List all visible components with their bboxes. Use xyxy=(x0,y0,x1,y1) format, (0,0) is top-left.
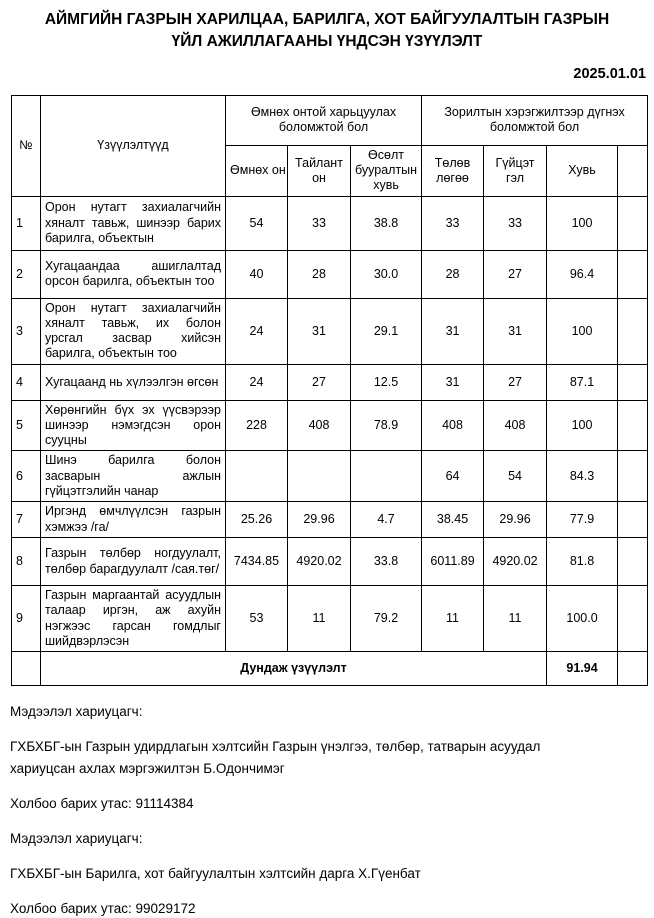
row-value: 4.7 xyxy=(351,502,422,538)
row-value: 27 xyxy=(288,364,351,400)
col-header-plan: Төлөв лөгөө xyxy=(422,145,484,196)
row-value: 33 xyxy=(484,196,547,250)
contact-notes xyxy=(0,703,625,918)
row-value: 54 xyxy=(484,451,547,502)
spare-cell xyxy=(618,298,648,364)
note-body: ГХБХБГ-ын Газрын удирдлагын хэлтсийн Газрын үнэлгээ, төлбөр, татварын асуудал хариуцсан ахлах мэргэжилтэн Б.Одончимэг xyxy=(10,738,541,776)
row-number: 7 xyxy=(12,502,41,538)
row-value: 4920.02 xyxy=(484,538,547,586)
row-value: 28 xyxy=(422,250,484,298)
row-label: Газрын төлбөр ногдуулалт, төлбөр барагдуулалт /сая.төг/ xyxy=(41,538,226,586)
row-value: 81.8 xyxy=(547,538,618,586)
empty-cell xyxy=(12,652,41,686)
row-value: 33 xyxy=(422,196,484,250)
row-value: 31 xyxy=(422,298,484,364)
row-value: 29.1 xyxy=(351,298,422,364)
row-value: 100 xyxy=(547,196,618,250)
row-number: 2 xyxy=(12,250,41,298)
row-value: 31 xyxy=(484,298,547,364)
row-value: 25.26 xyxy=(226,502,288,538)
row-value: 7434.85 xyxy=(226,538,288,586)
spare-cell xyxy=(618,451,648,502)
row-number: 1 xyxy=(12,196,41,250)
row-value: 78.9 xyxy=(351,400,422,451)
col-group-compare: Өмнөх онтой харьцуулах боломжтой бол xyxy=(226,95,422,145)
row-value: 408 xyxy=(288,400,351,451)
col-header-growth: Өсөлт бууралтын хувь xyxy=(351,145,422,196)
row-value: 100.0 xyxy=(547,586,618,652)
col-header-report-year: Тайлант он xyxy=(288,145,351,196)
page-title: АЙМГИЙН ГАЗРЫН ХАРИЛЦАА, БАРИЛГА, ХОТ БАЙГУУЛАЛТЫН ГАЗРЫН ҮЙЛ АЖИЛЛАГААНЫ ҮНДСЭН ҮЗҮҮЛЭЛТ xyxy=(44,11,610,51)
indicators-table xyxy=(11,95,648,686)
row-value: 31 xyxy=(288,298,351,364)
row-number: 3 xyxy=(12,298,41,364)
row-value: 79.2 xyxy=(351,586,422,652)
col-group-target: Зорилтын хэрэгжилтээр дүгнэх боломжтой бол xyxy=(422,95,648,145)
spare-cell xyxy=(618,250,648,298)
row-label: Хугацаанд нь хүлээлгэн өгсөн xyxy=(41,364,226,400)
table-row xyxy=(12,298,648,364)
header-group-row xyxy=(12,95,648,145)
row-value: 38.8 xyxy=(351,196,422,250)
row-label: Шинэ барилга болон засварын ажлын гүйцэтгэлийн чанар xyxy=(41,451,226,502)
col-header-performance: Гүйцэт гэл xyxy=(484,145,547,196)
contact-note xyxy=(10,703,585,813)
note-heading: Мэдээлэл хариуцагч: xyxy=(10,704,143,720)
row-value: 228 xyxy=(226,400,288,451)
row-value: 96.4 xyxy=(547,250,618,298)
row-value: 4920.02 xyxy=(288,538,351,586)
row-value: 12.5 xyxy=(351,364,422,400)
row-number: 8 xyxy=(12,538,41,586)
row-number: 5 xyxy=(12,400,41,451)
spare-cell xyxy=(618,400,648,451)
row-value: 40 xyxy=(226,250,288,298)
row-value: 77.9 xyxy=(547,502,618,538)
note-phone: Холбоо барих утас: 99029172 xyxy=(10,901,196,917)
table-row xyxy=(12,538,648,586)
row-value xyxy=(288,451,351,502)
row-value: 33.8 xyxy=(351,538,422,586)
row-value: 38.45 xyxy=(422,502,484,538)
row-value: 24 xyxy=(226,364,288,400)
row-number: 9 xyxy=(12,586,41,652)
spare-cell xyxy=(618,652,648,686)
row-value: 408 xyxy=(484,400,547,451)
table-row xyxy=(12,364,648,400)
row-value: 100 xyxy=(547,298,618,364)
row-value: 31 xyxy=(422,364,484,400)
row-number: 6 xyxy=(12,451,41,502)
table-row xyxy=(12,196,648,250)
row-value: 11 xyxy=(288,586,351,652)
spare-cell xyxy=(618,196,648,250)
note-phone: Холбоо барих утас: 91114384 xyxy=(10,796,194,812)
row-value: 29.96 xyxy=(288,502,351,538)
spare-cell xyxy=(618,586,648,652)
row-value: 53 xyxy=(226,586,288,652)
table-row xyxy=(12,250,648,298)
summary-label: Дундаж үзүүлэлт xyxy=(41,652,547,686)
note-heading: Мэдээлэл хариуцагч: xyxy=(10,831,143,846)
row-value: 87.1 xyxy=(547,364,618,400)
table-row xyxy=(12,586,648,652)
spare-cell xyxy=(618,502,648,538)
row-value: 24 xyxy=(226,298,288,364)
table-row xyxy=(12,451,648,502)
row-value: 28 xyxy=(288,250,351,298)
summary-value: 91.94 xyxy=(547,652,618,686)
row-value: 27 xyxy=(484,364,547,400)
spare-cell xyxy=(618,364,648,400)
row-label: Орон нутагт захиалагчийн хяналт тавьж, шинээр барих барилга, объектын xyxy=(41,196,226,250)
col-header-percent: Хувь xyxy=(547,145,618,196)
row-value: 408 xyxy=(422,400,484,451)
row-value xyxy=(351,451,422,502)
row-value xyxy=(226,451,288,502)
row-number: 4 xyxy=(12,364,41,400)
report-date: 2025.01.01 xyxy=(573,65,646,82)
note-body: ГХБХБГ-ын Барилга, хот байгуулалтын хэлтсийн дарга Х.Гүенбат xyxy=(10,865,421,881)
row-value: 29.96 xyxy=(484,502,547,538)
row-value: 6011.89 xyxy=(422,538,484,586)
row-value: 54 xyxy=(226,196,288,250)
row-label: Орон нутагт захиалагчийн хяналт тавьж, их болон урсгал засвар хийсэн барилга, объектын тоо xyxy=(41,298,226,364)
table-row xyxy=(12,502,648,538)
summary-row xyxy=(12,652,648,686)
row-label: Газрын маргаантай асуудлын талаар иргэн, аж ахуйн нэгжээс гарсан гомдлыг шийдвэрлэсэн xyxy=(41,586,226,652)
spare-cell xyxy=(618,538,648,586)
col-header-indicator: Үзүүлэлтүүд xyxy=(41,95,226,196)
col-header-spare xyxy=(618,145,648,196)
row-value: 33 xyxy=(288,196,351,250)
row-value: 30.0 xyxy=(351,250,422,298)
col-header-num: № xyxy=(12,95,41,196)
col-header-prev-year: Өмнөх он xyxy=(226,145,288,196)
row-value: 84.3 xyxy=(547,451,618,502)
row-label: Иргэнд өмчлүүлсэн газрын хэмжээ /га/ xyxy=(41,502,226,538)
row-label: Хугацаандаа ашиглалтад орсон барилга, объектын тоо xyxy=(41,250,226,298)
table-row xyxy=(12,400,648,451)
row-value: 11 xyxy=(484,586,547,652)
row-value: 27 xyxy=(484,250,547,298)
row-value: 11 xyxy=(422,586,484,652)
row-value: 64 xyxy=(422,451,484,502)
row-label: Хөрөнгийн бүх эх үүсвэрээр шинээр нэмэгдсэн орон сууцны xyxy=(41,400,226,451)
row-value: 100 xyxy=(547,400,618,451)
contact-note xyxy=(10,830,585,918)
